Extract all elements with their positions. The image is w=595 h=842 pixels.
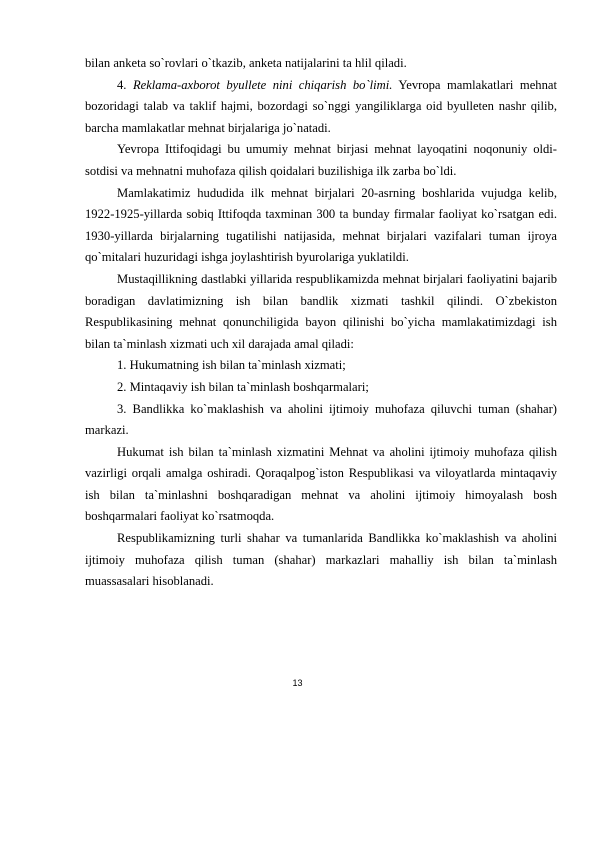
paragraph-advertising-bulletin [85, 75, 557, 140]
section-title-italic: Reklama-axborot byullete nini chiqarish bo`limi. [132, 77, 393, 92]
page-number: 13 [292, 678, 303, 688]
page-body [85, 53, 557, 593]
list-number: 4. [117, 77, 127, 92]
paragraph-government-service: Hukumat ish bilan ta`minlash xizmatini Mehnat va aholini ijtimoiy muhofaza qilish vazirligi orqali amalga oshiradi. Qoraqalpog`iston Respublikasi va viloyatlarda mintaqaviy ish bilan ta`minlashni boshqaradigan mehnat va aholini ijtimoiy himoyalash bosh boshqarmalari faoliyat ko`rsatmoqda. [85, 444, 557, 524]
list-item-1: 1. Hukumatning ish bilan ta`minlash xizmati; [117, 358, 346, 373]
list-item-2: 2. Mintaqaviy ish bilan ta`minlash boshqarmalari; [117, 379, 369, 394]
paragraph-local-centers: Respublikamizning turli shahar va tumanlarida Bandlikka ko`maklashish va aholini ijtimoiy muhofaza qilish tuman (shahar) markazlari mahalliy ish bilan ta`minlash muassasalari hisoblanadi. [85, 531, 557, 589]
paragraph-first-exchanges: Mamlakatimiz hududida ilk mehnat birjalari 20-asrning boshlarida vujudga kelib, 1922-1925-yillarda sobiq Ittifoqda taxminan 300 ta bunday firmalar faoliyat ko`rsatgan edi. 1930-yillarda birjalarning tugatilishi natijasida, mehnat birjalari vazifalari tuman ijroya qo`mitalari huzuridagi ishga joylashtirish byurolariga yuklatildi. [85, 185, 557, 265]
paragraph-continuation: bilan anketa so`rovlari o`tkazib, anketa natijalarini ta hlil qiladi. [85, 56, 407, 70]
paragraph-text: Yevropa mamlakatlari mehnat bozoridagi talab va taklif hajmi, bozordagi so`nggi yangiliklarga oid byulleten nashr qilib, barcha mamlakatlar mehnat birjalariga jo`natadi. [85, 77, 557, 135]
paragraph-eu-labour-exchange: Yevropa Ittifoqidagi bu umumiy mehnat birjasi mehnat layoqatini noqonuniy oldi-sotdisi va mehnatni muhofaza qilish qoidalari buzilishiga ilk zarba bo`ldi. [85, 142, 557, 178]
paragraph-independence: Mustaqillikning dastlabki yillarida respublikamizda mehnat birjalari faoliyatini bajarib boradigan davlatimizning ish bilan bandlik xizmati tashkil qilindi. O`zbekiston Respublikasining mehnat qonunchiligida bayon qilinishi bo`yicha mamlakatimizdagi ish bilan ta`minlash xizmati uch xil darajada amal qiladi: [85, 271, 557, 351]
list-item-3: 3. Bandlikka ko`maklashish va aholini ijtimoiy muhofaza qiluvchi tuman (shahar) markazi. [85, 401, 557, 438]
